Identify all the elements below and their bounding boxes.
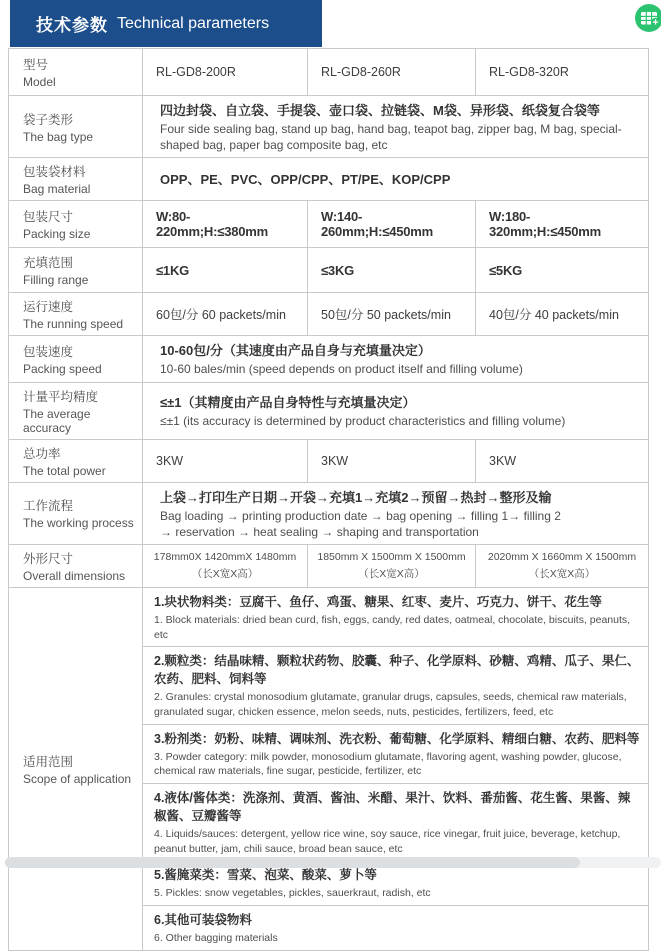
row-label-en: Scope of application — [23, 771, 132, 786]
model-value-1: RL-GD8-200R — [143, 49, 308, 96]
table-row-bag-material — [9, 158, 649, 201]
dimensions-size: 1850mm X 1500mm X 1500mm — [317, 550, 466, 563]
filling-range-value-2: ≤3KG — [308, 248, 476, 293]
row-label-cn: 袋子类形 — [23, 112, 74, 127]
row-label-cn: 工作流程 — [23, 499, 74, 514]
section-title-banner — [10, 0, 322, 47]
row-label-model — [9, 49, 143, 96]
scope-item-en: 5. Pickles: snow vegetables, pickles, sauerkraut, radish, etc — [154, 887, 431, 900]
row-label-dimensions — [9, 544, 143, 587]
scope-item-en: 1. Block materials: dried bean curd, fish, eggs, candy, red dates, oatmeal, chocolate, biscuits, peanuts, etc — [154, 613, 631, 641]
running-speed-value-1: 60包/分 60 packets/min — [143, 293, 308, 336]
dimensions-value-3 — [476, 544, 649, 587]
row-label-bag-material — [9, 158, 143, 201]
row-label-cn: 适用范围 — [23, 754, 74, 769]
dimensions-size: 178mm0X 1420mmX 1480mm — [153, 550, 297, 563]
bag-type-en: Four side sealing bag, stand up bag, hand bag, teapot bag, zipper bag, M bag, special-shaped bag, paper bag composite bag, etc — [160, 122, 622, 153]
row-label-cn: 充填范围 — [23, 256, 74, 271]
packing-speed-value — [143, 336, 649, 382]
working-process-value — [143, 482, 649, 544]
row-label-en: The average accuracy — [23, 406, 91, 435]
row-label-bag-type — [9, 96, 143, 158]
row-label-working-process — [9, 482, 143, 544]
packing-size-value-1: W:80-220mm;H:≤380mm — [143, 201, 308, 248]
row-label-en: Packing speed — [23, 361, 102, 376]
packing-speed-en: 10-60 bales/min (speed depends on product itself and filling volume) — [160, 362, 523, 377]
section-title-cn: 技术参数 — [36, 16, 108, 35]
dimensions-value-1 — [143, 544, 308, 587]
accuracy-cn: ≤±1（其精度由产品自身特性与充填量决定） — [160, 394, 416, 410]
row-label-packing-speed — [9, 336, 143, 382]
row-label-en: Filling range — [23, 273, 89, 288]
model-value-2: RL-GD8-260R — [308, 49, 476, 96]
scope-item-cn: 6.其他可装袋物料 — [154, 913, 252, 928]
scope-item-granules — [143, 647, 649, 724]
table-row-bag-type — [9, 96, 649, 158]
table-row-accuracy — [9, 382, 649, 439]
row-label-cn: 总功率 — [23, 446, 61, 461]
dimensions-caption: （长X宽X高） — [358, 567, 425, 580]
row-label-accuracy — [9, 382, 143, 439]
scope-item-cn: 2.颗粒类：结晶味精、颗粒状药物、胶囊、种子、化学原料、砂糖、鸡精、瓜子、果仁、农药、肥料、饲料等 — [154, 654, 640, 687]
total-power-value-1: 3KW — [143, 439, 308, 482]
bag-type-cn: 四边封袋、自立袋、手提袋、壶口袋、拉链袋、M袋、异形袋、纸袋复合袋等 — [160, 103, 600, 118]
scope-item-en: 6. Other bagging materials — [154, 932, 278, 945]
working-process-en-1: Bag loading → printing production date → bag opening → filling 1→ filling 2 — [160, 508, 561, 523]
table-row-total-power — [9, 439, 649, 482]
horizontal-scrollbar-thumb[interactable] — [5, 857, 580, 868]
packing-size-value-3: W:180-320mm;H:≤450mm — [476, 201, 649, 248]
total-power-value-3: 3KW — [476, 439, 649, 482]
scope-item-en: 4. Liquids/sauces: detergent, yellow rice wine, soy sauce, rice vinegar, fruit juice, beverage, ketchup, peanut butter, jam, chili sauce, broad bean sauce, etc — [154, 828, 621, 855]
scope-item-cn: 1.块状物料类：豆腐干、鱼仔、鸡蛋、糖果、红枣、麦片、巧克力、饼干、花生等 — [154, 594, 602, 609]
filling-range-value-3: ≤5KG — [476, 248, 649, 293]
dimensions-value-2 — [308, 544, 476, 587]
row-label-cn: 外形尺寸 — [23, 551, 74, 566]
row-label-en: Overall dimensions — [23, 568, 126, 583]
row-label-en: The bag type — [23, 129, 94, 144]
bag-type-value — [143, 96, 649, 158]
table-row-dimensions — [9, 544, 649, 587]
scope-item-en: 2. Granules: crystal monosodium glutamate, granular drugs, capsules, seeds, chemical raw materials, granulated sugar, chicken essence, melon seeds, nuts, pesticides, fertilizers, feed, etc — [154, 691, 627, 718]
row-label-cn: 计量平均精度 — [23, 389, 99, 404]
accuracy-value — [143, 382, 649, 439]
model-value-3: RL-GD8-320R — [476, 49, 649, 96]
row-label-scope — [9, 587, 143, 950]
row-label-en: Bag material — [23, 182, 91, 197]
scope-item-cn: 4.液体/酱体类：洗涤剂、黄酒、酱油、米醋、果汁、饮料、番茄酱、花生酱、果酱、辣椒酱、豆瓣酱等 — [154, 791, 631, 824]
row-label-cn: 包装速度 — [23, 344, 74, 359]
scope-item-powder — [143, 724, 649, 783]
dimensions-size: 2020mm X 1660mm X 1500mm — [487, 550, 637, 563]
row-label-en: The working process — [23, 516, 134, 531]
running-speed-value-2: 50包/分 50 packets/min — [308, 293, 476, 336]
scope-item-liquids — [143, 784, 649, 861]
row-label-total-power — [9, 439, 143, 482]
table-row-working-process — [9, 482, 649, 544]
row-label-en: The total power — [23, 463, 106, 478]
packing-size-value-2: W:140-260mm;H:≤450mm — [308, 201, 476, 248]
row-label-packing-size — [9, 201, 143, 248]
row-label-en: Packing size — [23, 227, 91, 242]
row-label-running-speed — [9, 293, 143, 336]
horizontal-scrollbar-track[interactable] — [5, 857, 661, 868]
packing-speed-cn: 10-60包/分（其速度由产品自身与充填量决定） — [160, 343, 431, 359]
accuracy-en: ≤±1 (its accuracy is determined by product characteristics and filling volume) — [160, 413, 566, 428]
technical-parameters-table — [8, 48, 649, 951]
scope-item-cn: 3.粉剂类：奶粉、味精、调味剂、洗衣粉、葡萄糖、化学原料、精细白糖、农药、肥料等 — [154, 731, 640, 746]
row-label-cn: 运行速度 — [23, 300, 74, 315]
total-power-value-2: 3KW — [308, 439, 476, 482]
table-row-running-speed — [9, 293, 649, 336]
table-row-filling-range — [9, 248, 649, 293]
row-label-filling-range — [9, 248, 143, 293]
dimensions-caption: （长X宽X高） — [191, 567, 259, 580]
running-speed-value-3: 40包/分 40 packets/min — [476, 293, 649, 336]
table-row-packing-speed — [9, 336, 649, 382]
row-label-cn: 包装袋材料 — [23, 165, 86, 180]
table-row-packing-size — [9, 201, 649, 248]
scope-item-other — [143, 906, 649, 951]
working-process-cn: 上袋→打印生产日期→开袋→充填1→充填2→预留→热封→整形及输 — [160, 489, 552, 505]
scope-item-cn: 5.酱腌菜类：雪菜、泡菜、酸菜、萝卜等 — [154, 868, 377, 883]
table-row-scope-1 — [9, 587, 649, 646]
row-label-en: Model — [23, 75, 56, 89]
section-title-en: Technical parameters — [117, 14, 270, 32]
row-label-cn: 型号 — [23, 58, 49, 72]
bag-material-cn: OPP、PE、PVC、OPP/CPP、PT/PE、KOP/CPP — [160, 171, 451, 187]
working-process-en-2: → reservation → heat sealing → shaping and transportation — [160, 524, 479, 539]
scope-item-block-materials — [143, 587, 649, 646]
filling-range-value-1: ≤1KG — [143, 248, 308, 293]
table-add-icon[interactable] — [634, 3, 661, 33]
row-label-en: The running speed — [23, 317, 124, 332]
bag-material-value — [143, 158, 649, 201]
table-row-model — [9, 49, 649, 96]
scope-item-en: 3. Powder category: milk powder, monosodium glutamate, flavoring agent, washing powder, glucose, chemical raw materials, fine sugar, pesticide, fertilizer, etc — [154, 750, 622, 778]
dimensions-caption: （长X宽X高） — [528, 567, 596, 580]
row-label-cn: 包装尺寸 — [23, 210, 74, 225]
